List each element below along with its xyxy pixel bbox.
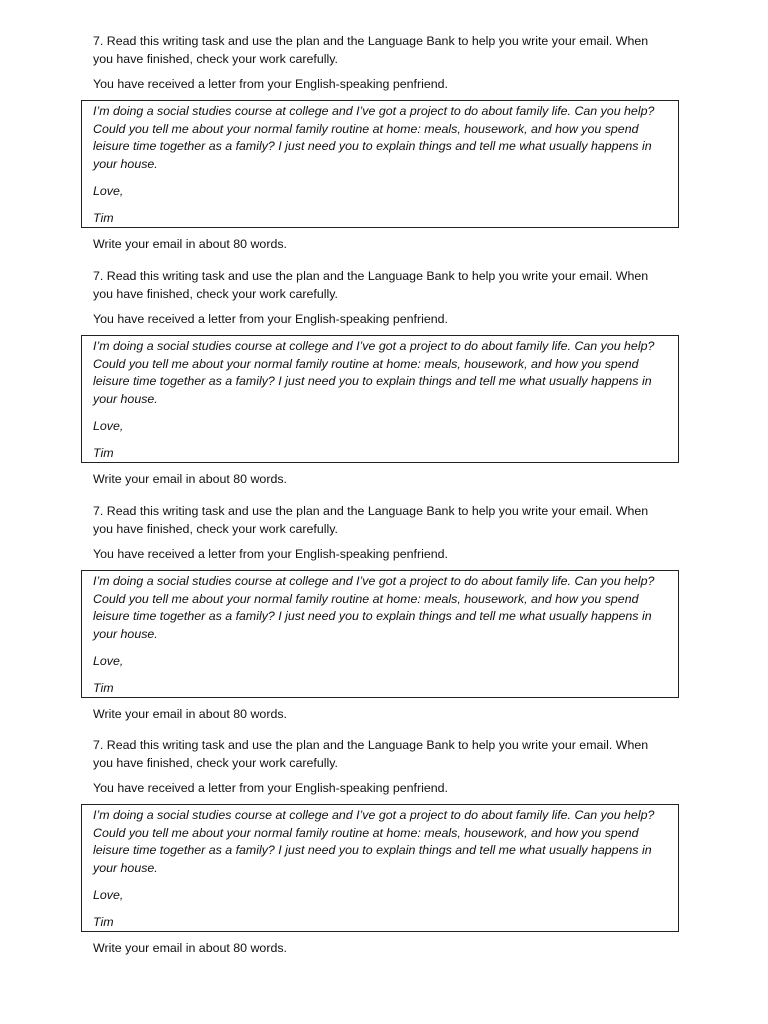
- letter-body: I’m doing a social studies course at college and I’ve got a project to do about family life. Can you help? Could you tell me about your normal family routine at home: meals, housework, and how you spend leisure time together as a family? I just need you to explain things and tell me what usually happens in your house.: [93, 104, 655, 171]
- task-word-limit: Write your email in about 80 words.: [93, 472, 287, 486]
- letter-signature: Tim: [93, 681, 114, 695]
- task-intro: You have received a letter from your English-speaking penfriend.: [93, 77, 448, 91]
- writing-task-section: [81, 33, 679, 254]
- task-word-limit: Write your email in about 80 words.: [93, 237, 287, 251]
- letter-box: [81, 570, 679, 698]
- letter-signature: Tim: [93, 446, 114, 460]
- letter-body: I’m doing a social studies course at college and I’ve got a project to do about family life. Can you help? Could you tell me about your normal family routine at home: meals, housework, and how you spend leisure time together as a family? I just need you to explain things and tell me what usually happens in your house.: [93, 808, 655, 875]
- task-intro: You have received a letter from your English-speaking penfriend.: [93, 547, 448, 561]
- letter-closing: Love,: [93, 419, 124, 433]
- letter-closing: Love,: [93, 654, 124, 668]
- letter-box: [81, 100, 679, 228]
- letter-signature: Tim: [93, 211, 114, 225]
- task-instruction: 7. Read this writing task and use the plan and the Language Bank to help you write your email. When you have finished, check your work carefully.: [93, 504, 649, 536]
- task-word-limit: Write your email in about 80 words.: [93, 941, 287, 955]
- task-word-limit: Write your email in about 80 words.: [93, 707, 287, 721]
- task-intro: You have received a letter from your English-speaking penfriend.: [93, 781, 448, 795]
- writing-task-section: [81, 737, 679, 958]
- letter-signature: Tim: [93, 915, 114, 929]
- writing-task-section: [81, 268, 679, 489]
- letter-closing: Love,: [93, 184, 124, 198]
- task-intro: You have received a letter from your English-speaking penfriend.: [93, 312, 448, 326]
- task-instruction: 7. Read this writing task and use the plan and the Language Bank to help you write your email. When you have finished, check your work carefully.: [93, 738, 649, 770]
- task-instruction: 7. Read this writing task and use the plan and the Language Bank to help you write your email. When you have finished, check your work carefully.: [93, 34, 649, 66]
- task-instruction: 7. Read this writing task and use the plan and the Language Bank to help you write your email. When you have finished, check your work carefully.: [93, 269, 649, 301]
- writing-task-section: [81, 503, 679, 724]
- letter-box: [81, 335, 679, 463]
- letter-closing: Love,: [93, 888, 124, 902]
- letter-body: I’m doing a social studies course at college and I’ve got a project to do about family life. Can you help? Could you tell me about your normal family routine at home: meals, housework, and how you spend leisure time together as a family? I just need you to explain things and tell me what usually happens in your house.: [93, 574, 655, 641]
- letter-box: [81, 804, 679, 932]
- letter-body: I’m doing a social studies course at college and I’ve got a project to do about family life. Can you help? Could you tell me about your normal family routine at home: meals, housework, and how you spend leisure time together as a family? I just need you to explain things and tell me what usually happens in your house.: [93, 339, 655, 406]
